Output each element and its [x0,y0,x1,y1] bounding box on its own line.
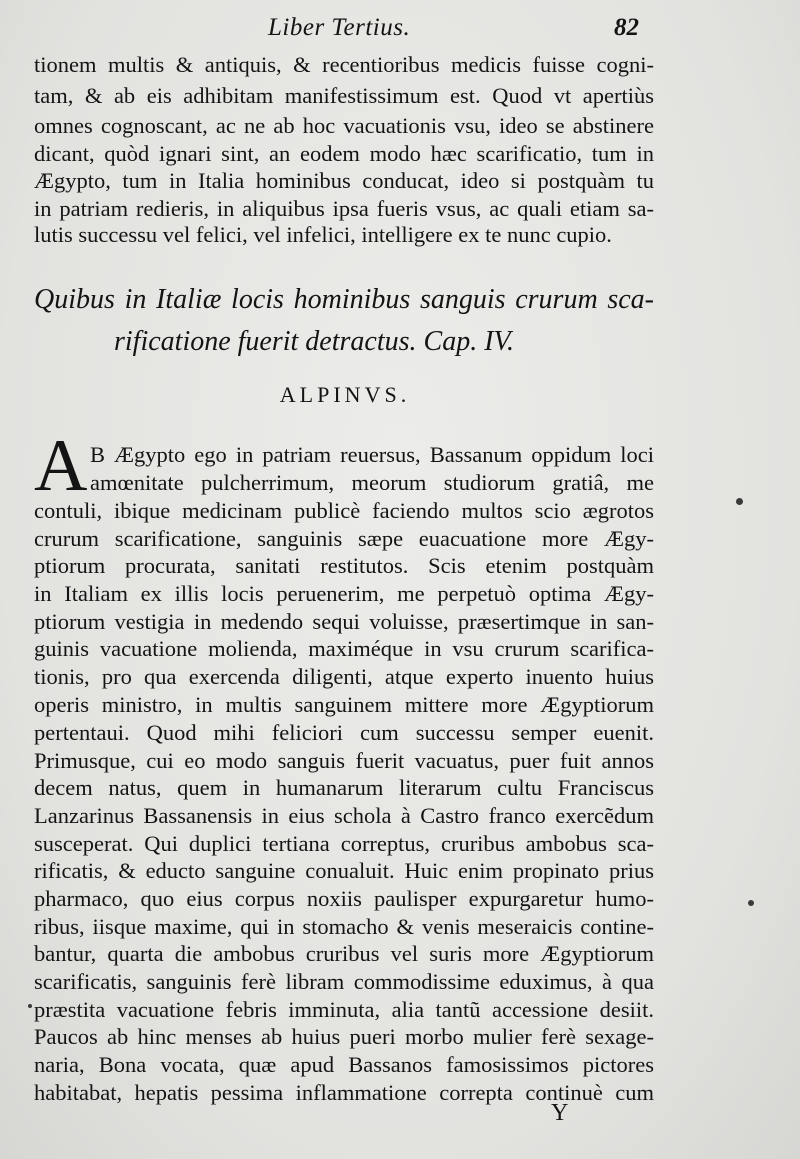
chapter-title-line: Quibus in Italiæ locis hominibus sanguis crurum sca- [34,284,654,315]
text-line: pharmaco, quo eius corpus noxiis paulisper expurgaretur humo- [34,886,654,911]
drop-cap: A [34,425,88,507]
text-line: decem natus, quem in humanarum literarum cultu Franciscus [34,775,654,800]
text-line: in patriam redieris, in aliquibus ipsa fueris vsus, ac quali etiam sa- [34,196,654,221]
page-header [0,14,800,46]
text-line: dicant, quòd ignari sint, an eodem modo hæc scarificatio, tum in [34,141,654,166]
speaker-name: ALPINVS. [279,382,411,407]
text-line: Ægypto, tum in Italia hominibus conducat, ideo si postquàm tu [34,168,654,193]
text-line: Lanzarinus Bassanensis in eius schola à Castro franco exercẽdum [34,803,654,828]
text-line: pertentaui. Quod mihi feliciori cum successu semper euenit. [34,720,654,745]
text-line: lutis successu vel felici, vel infelici, intelligere ex te nunc cupio. [34,222,612,247]
text-line: Paucos ab hinc menses ab huius pueri morbo mulier ferè sexage- [34,1024,654,1049]
text-line: ptiorum vestigia in medendo sequi voluisse, præsertimque in san- [34,609,654,634]
text-line: in Italiam ex illis locis peruenerim, me perpetuò optima Ægy- [34,581,654,606]
text-line: naria, Bona vocata, quæ apud Bassanos famosissimos pictores [34,1052,654,1077]
text-line: Primusque, cui eo modo sanguis fuerit vacuatus, puer fuit annos [34,748,654,773]
text-line: præstita vacuatione febris imminuta, alia tantũ accessione desiit. [34,997,654,1022]
text-line: crurum scarificatione, sanguinis sæpe euacuatione more Ægy- [34,526,654,551]
text-line: omnes cognoscant, ac ne ab hoc vacuationis vsu, ideo se abstinere [34,113,654,138]
page-number: 82 [614,14,639,41]
ink-speck [736,498,743,505]
text-line: B Ægypto ego in patriam reuersus, Bassanum oppidum loci [90,442,654,467]
text-line: ribus, iisque maxime, qui in stomacho & venis meseraicis contine- [34,914,654,939]
chapter-title-line: rificatione fuerit detractus. Cap. IV. [114,326,515,357]
text-line: tionem multis & antiquis, & recentioribus medicis fuisse cogni- [34,52,654,77]
running-title: Liber Tertius. [268,14,411,41]
text-line: tionis, pro qua exercenda diligenti, atque experto inuento huius [34,664,654,689]
text-line: guinis vacuatione molienda, maximéque in vsu crurum scarifica- [34,636,654,661]
text-line: operis ministro, in multis sanguinem mittere more Ægyptiorum [34,692,654,717]
text-line: ptiorum procurata, sanitati restitutos. Scis etenim postquàm [34,553,654,578]
text-line: contuli, ibique medicinam publicè faciendo multos scio ægrotos [34,498,654,523]
ink-speck [748,900,754,906]
text-line: tam, & ab eis adhibitam manifestissimum est. Quod vt apertiùs [34,83,654,108]
text-line: habitabat, hepatis pessima inflammatione correpta continuè cum [34,1080,654,1105]
text-line: scarificatis, sanguinis ferè libram commodissime eduximus, à qua [34,969,654,994]
text-line: bantur, quarta die ambobus cruribus vel suris more Ægyptiorum [34,941,654,966]
text-line: susceperat. Qui duplici tertiana correptus, cruribus ambobus sca- [34,831,654,856]
signature-mark: Y [551,1100,569,1126]
ink-speck [28,1004,32,1008]
text-line: rificatis, & educto sanguine conualuit. Huic enim propinato prius [34,858,654,883]
text-line: amœnitate pulcherrimum, meorum studiorum gratiâ, me [90,470,654,495]
